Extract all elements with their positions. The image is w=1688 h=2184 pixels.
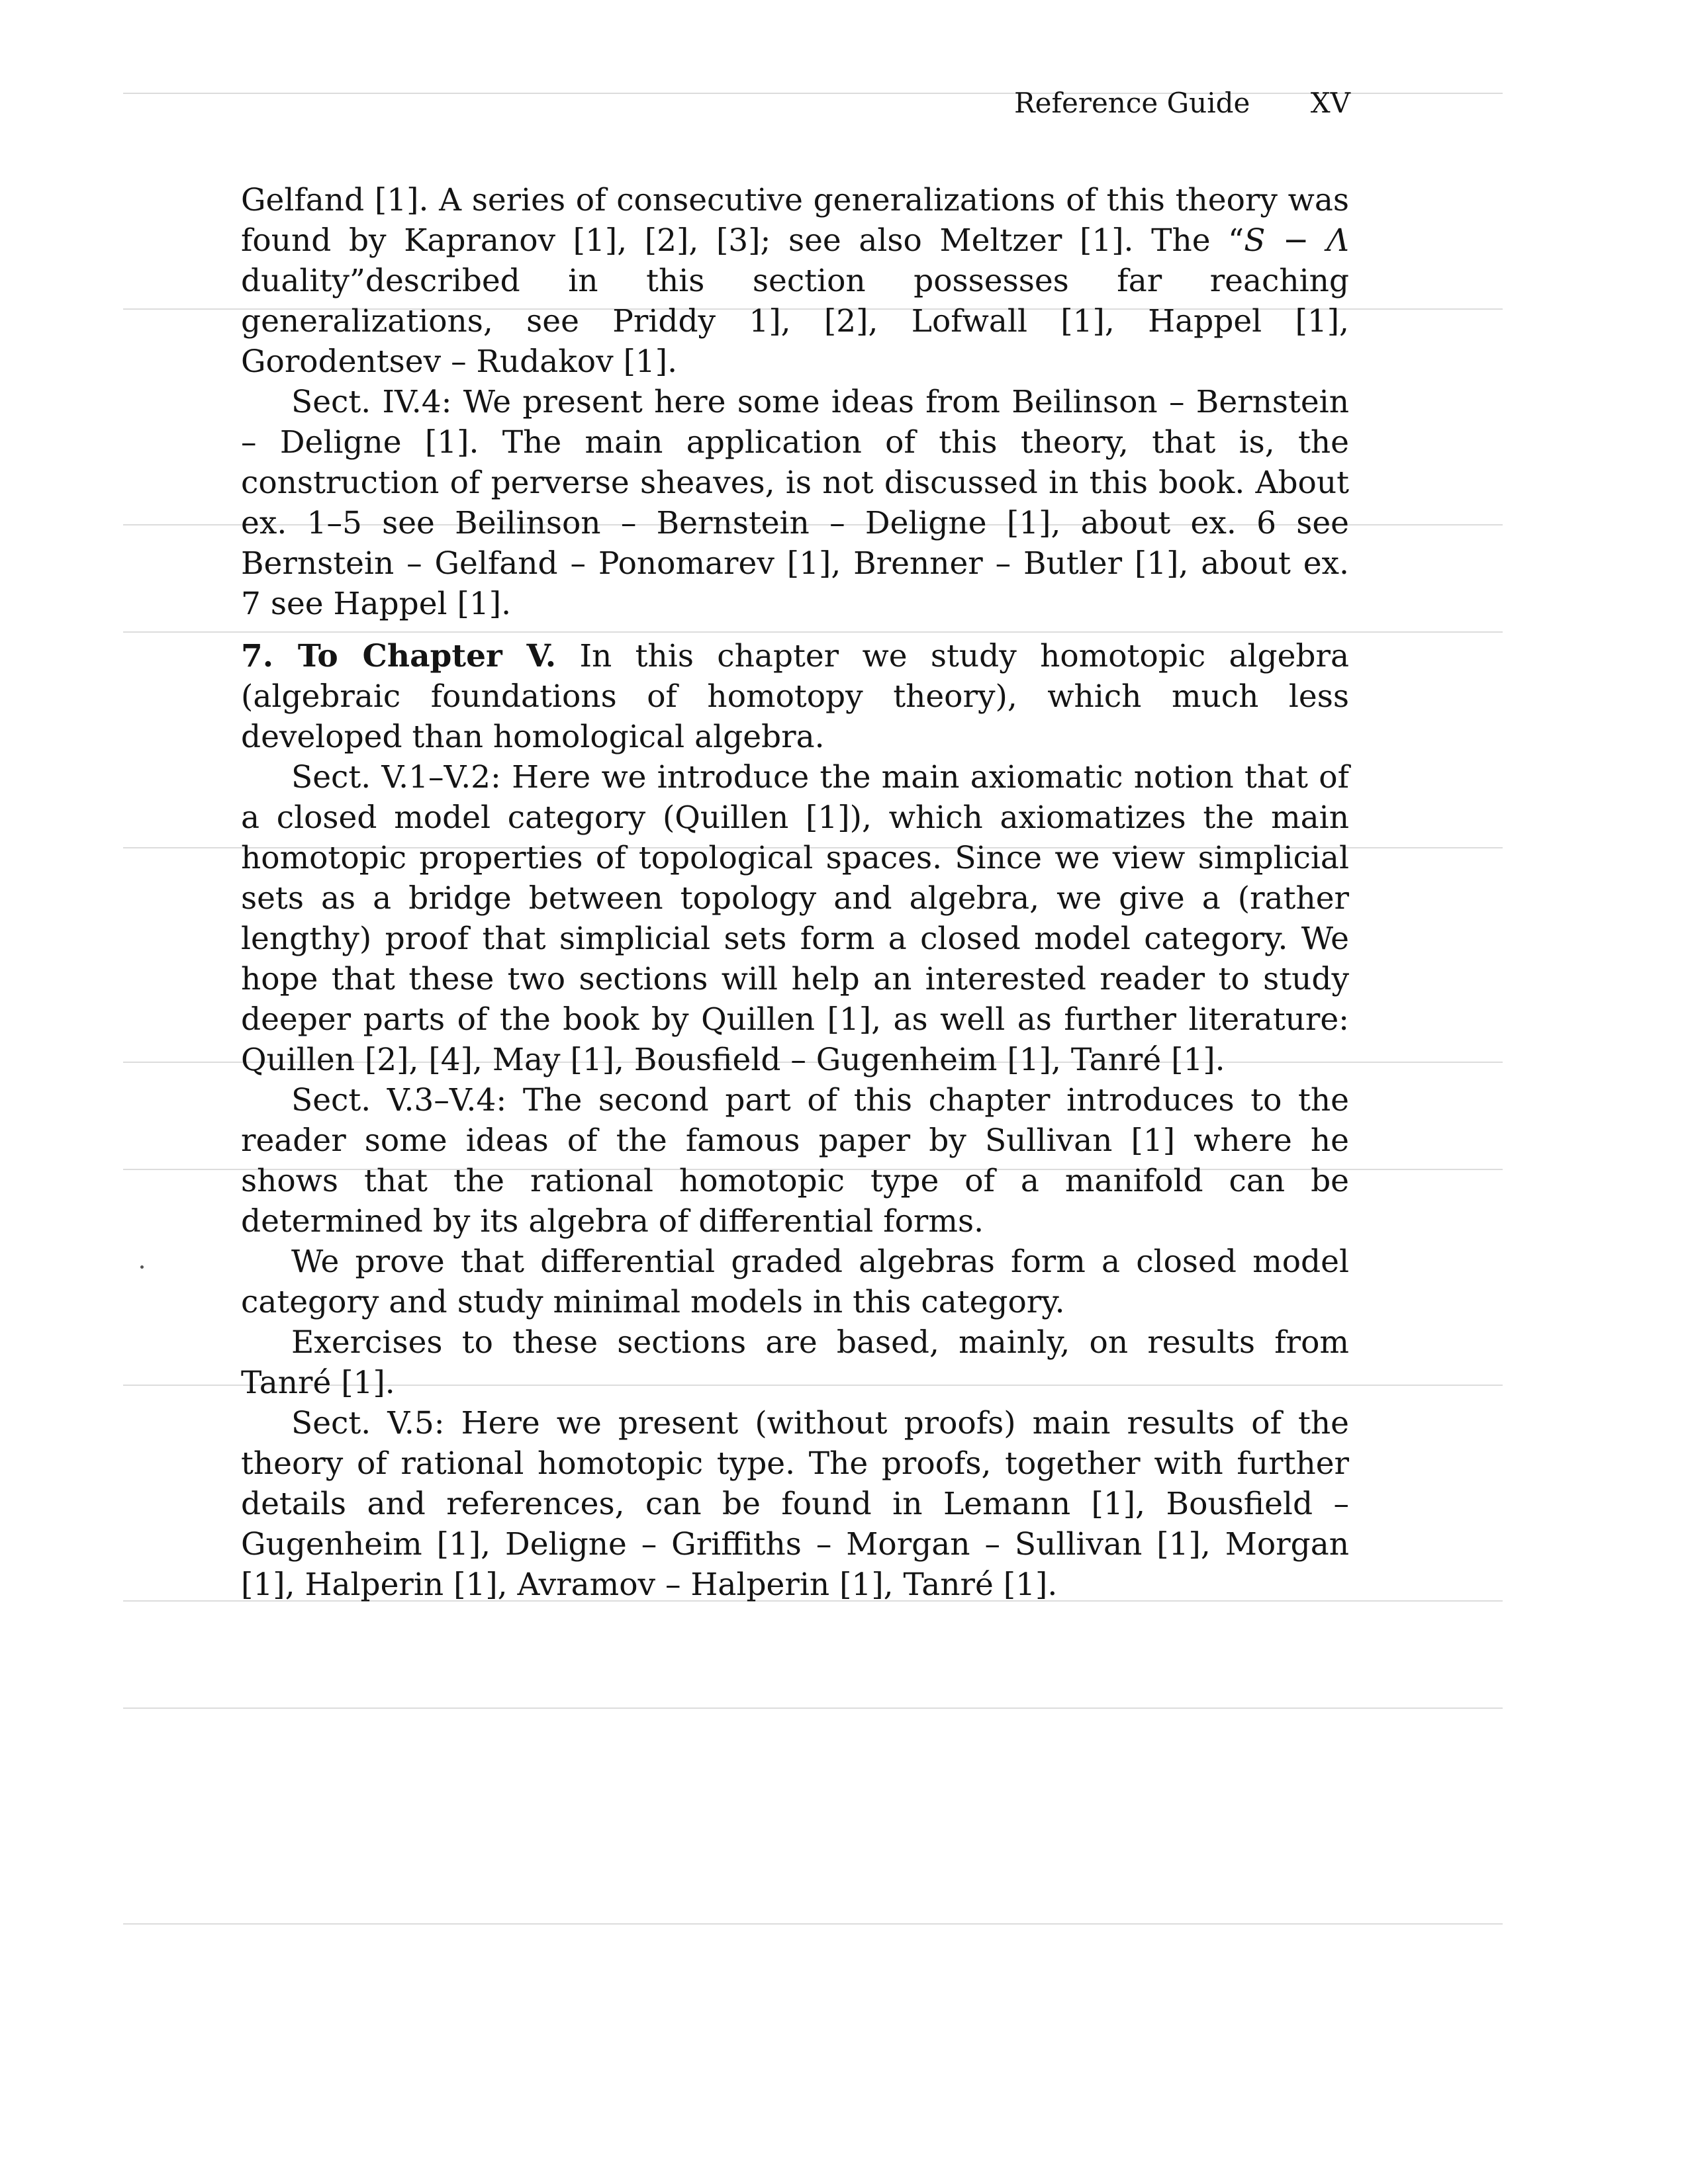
section-heading: 7. To Chapter V. (241, 638, 557, 674)
paragraph: Sect. V.3–V.4: The second part of this chapter introduces to the reader some ideas of the famous paper by Sullivan [1] where he shows that the rational homotopic type of a manifold can be determined by its algebra of differential forms. (241, 1082, 1349, 1240)
paragraph-text: Gelfand [1]. A series of consecutive generalizations of this theory was found by Kapranov [1], [2], [3]; see also Meltzer [1]. The “ (241, 182, 1349, 259)
scan-rule (123, 1923, 1503, 1925)
paragraph: Sect. V.1–V.2: Here we introduce the main axiomatic notion that of a closed model category (Quillen [1]), which axiomatizes the main homotopic properties of topological spaces. Since we view simplicial sets as a bridge between topology and algebra, we give a (rather lengthy) proof that simplicial sets form a closed model category. We hope that these two sections will help an interested reader to study deeper parts of the book by Quillen [1], as well as further literature: Quillen [2], [4], May [1], Bousfield – Gugenheim [1], Tanré [1]. (241, 759, 1349, 1078)
paragraph-text: duality”described in this section possesses far reaching generalizations, see Priddy 1], [2], Lofwall [1], Happel [1], Gorodentsev – Rudakov [1]. (241, 263, 1349, 380)
paragraph: Sect. IV.4: We present here some ideas from Beilinson – Bernstein – Deligne [1]. The main application of this theory, that is, the construction of perverse sheaves, is not discussed in this book. About ex. 1–5 see Beilinson – Bernstein – Deligne [1], about ex. 6 see Bernstein – Gelfand – Ponomarev [1], Brenner – Butler [1], about ex. 7 see Happel [1]. (241, 384, 1349, 622)
paragraph: Exercises to these sections are based, mainly, on results from Tanré [1]. (241, 1324, 1349, 1401)
scan-speck (140, 1265, 144, 1269)
paragraph (241, 636, 1349, 757)
body-text (241, 180, 1349, 1605)
math-expression: S − Λ (1244, 222, 1349, 259)
scan-rule (123, 1707, 1503, 1709)
paragraph: Sect. V.5: Here we present (without proofs) main results of the theory of rational homotopic type. The proofs, together with further details and references, can be found in Lemann [1], Bousfield – Gugenheim [1], Deligne – Griffiths – Morgan – Sullivan [1], Morgan [1], Halperin [1], Avramov – Halperin [1], Tanré [1]. (241, 1405, 1349, 1603)
page-header (993, 83, 1350, 123)
paragraph-text: In this chapter we study homotopic algebra (algebraic foundations of homotopy theory), which much less developed than homological algebra. (241, 638, 1350, 755)
running-head: Reference Guide (1014, 87, 1250, 119)
page-number: XV (1310, 87, 1350, 119)
paragraph: We prove that differential graded algebras form a closed model category and study minimal models in this category. (241, 1244, 1349, 1320)
paragraph (241, 180, 1349, 382)
